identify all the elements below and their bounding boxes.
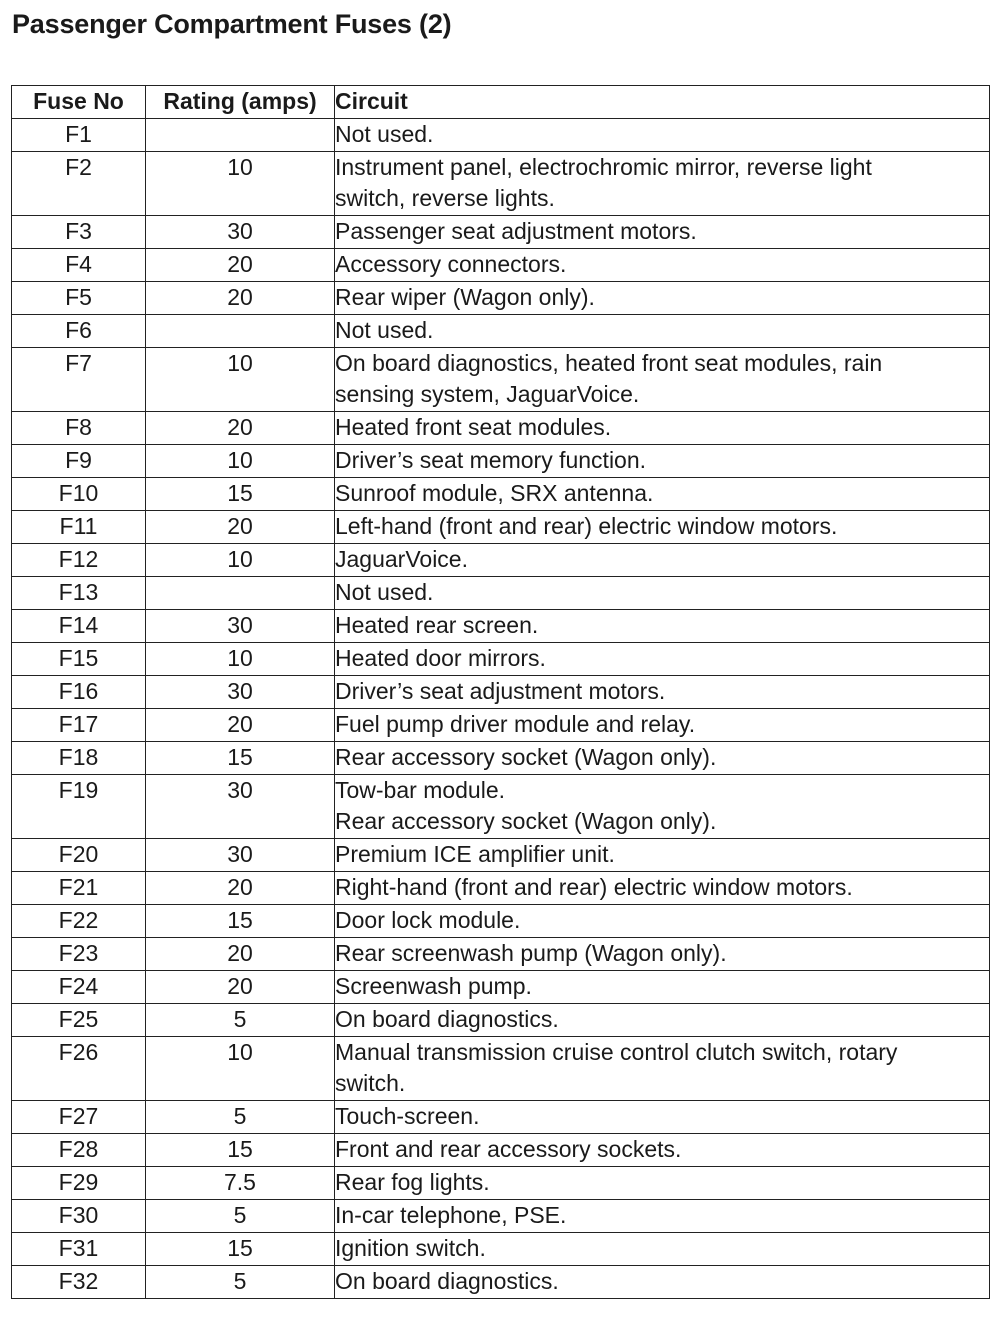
circuit-line: Heated door mirrors. xyxy=(335,645,546,671)
circuit-cell xyxy=(335,1233,990,1266)
table-row xyxy=(12,216,990,249)
rating-cell xyxy=(146,577,335,610)
page-title: Passenger Compartment Fuses (2) xyxy=(12,9,452,39)
table-row xyxy=(12,938,990,971)
fuse-table xyxy=(11,85,990,1299)
circuit-line: Rear accessory socket (Wagon only). xyxy=(335,807,717,834)
table-row xyxy=(12,1004,990,1037)
rating-cell: 10 xyxy=(146,1037,335,1101)
rating-cell: 20 xyxy=(146,709,335,742)
fuse-number-cell: F13 xyxy=(12,577,146,610)
circuit-cell xyxy=(335,216,990,249)
circuit-cell xyxy=(335,1266,990,1299)
table-row xyxy=(12,412,990,445)
circuit-cell xyxy=(335,905,990,938)
table-row xyxy=(12,839,990,872)
fuse-number-cell: F2 xyxy=(12,152,146,216)
fuse-number-cell: F28 xyxy=(12,1134,146,1167)
table-row xyxy=(12,1037,990,1101)
circuit-line: Passenger seat adjustment motors. xyxy=(335,218,697,244)
fuse-number-cell: F12 xyxy=(12,544,146,577)
table-row xyxy=(12,610,990,643)
circuit-line: Not used. xyxy=(335,579,434,605)
rating-cell: 30 xyxy=(146,839,335,872)
table-row xyxy=(12,1167,990,1200)
fuse-number-cell: F4 xyxy=(12,249,146,282)
table-row xyxy=(12,676,990,709)
circuit-line: In-car telephone, PSE. xyxy=(335,1202,567,1228)
rating-cell: 20 xyxy=(146,249,335,282)
table-row xyxy=(12,577,990,610)
circuit-line: Right-hand (front and rear) electric window motors. xyxy=(335,874,853,900)
circuit-cell xyxy=(335,1101,990,1134)
circuit-cell xyxy=(335,709,990,742)
table-row xyxy=(12,742,990,775)
circuit-line: Rear accessory socket (Wagon only). xyxy=(335,744,717,770)
circuit-line: Not used. xyxy=(335,317,434,343)
fuse-number-cell: F24 xyxy=(12,971,146,1004)
table-row xyxy=(12,348,990,412)
circuit-line: Front and rear accessory sockets. xyxy=(335,1136,682,1162)
fuse-number-cell: F7 xyxy=(12,348,146,412)
rating-cell: 20 xyxy=(146,971,335,1004)
rating-cell: 5 xyxy=(146,1200,335,1233)
table-row xyxy=(12,282,990,315)
table-row xyxy=(12,1200,990,1233)
rating-cell: 30 xyxy=(146,610,335,643)
fuse-number-cell: F6 xyxy=(12,315,146,348)
circuit-cell xyxy=(335,152,990,216)
rating-cell: 10 xyxy=(146,544,335,577)
circuit-cell xyxy=(335,511,990,544)
rating-cell: 30 xyxy=(146,216,335,249)
circuit-cell xyxy=(335,348,990,412)
circuit-line: switch. xyxy=(335,1069,406,1096)
rating-cell: 15 xyxy=(146,742,335,775)
circuit-line: On board diagnostics. xyxy=(335,1006,559,1032)
circuit-line: Premium ICE amplifier unit. xyxy=(335,841,615,867)
rating-cell: 20 xyxy=(146,938,335,971)
fuse-number-cell: F21 xyxy=(12,872,146,905)
circuit-cell xyxy=(335,839,990,872)
circuit-cell xyxy=(335,643,990,676)
table-row xyxy=(12,775,990,839)
table-row xyxy=(12,544,990,577)
circuit-cell xyxy=(335,544,990,577)
circuit-line: Heated rear screen. xyxy=(335,612,539,638)
circuit-cell xyxy=(335,742,990,775)
table-row xyxy=(12,709,990,742)
circuit-cell xyxy=(335,775,990,839)
fuse-number-cell: F3 xyxy=(12,216,146,249)
table-row xyxy=(12,445,990,478)
table-row xyxy=(12,872,990,905)
fuse-number-cell: F18 xyxy=(12,742,146,775)
table-row xyxy=(12,249,990,282)
table-row xyxy=(12,511,990,544)
circuit-cell xyxy=(335,1200,990,1233)
circuit-line: Rear fog lights. xyxy=(335,1169,490,1195)
fuse-number-cell: F11 xyxy=(12,511,146,544)
rating-cell: 15 xyxy=(146,905,335,938)
rating-cell: 5 xyxy=(146,1101,335,1134)
circuit-line: Fuel pump driver module and relay. xyxy=(335,711,696,737)
rating-cell: 15 xyxy=(146,1233,335,1266)
fuse-number-cell: F17 xyxy=(12,709,146,742)
circuit-cell xyxy=(335,872,990,905)
table-row xyxy=(12,1101,990,1134)
rating-cell: 30 xyxy=(146,775,335,839)
circuit-cell xyxy=(335,938,990,971)
circuit-line: Touch-screen. xyxy=(335,1103,480,1129)
circuit-cell xyxy=(335,1037,990,1101)
circuit-line: Left-hand (front and rear) electric window motors. xyxy=(335,513,838,539)
fuse-number-cell: F31 xyxy=(12,1233,146,1266)
header-fuse-no: Fuse No xyxy=(12,86,146,119)
fuse-number-cell: F23 xyxy=(12,938,146,971)
circuit-line: Rear wiper (Wagon only). xyxy=(335,284,595,310)
rating-cell: 20 xyxy=(146,511,335,544)
circuit-cell xyxy=(335,1004,990,1037)
rating-cell: 20 xyxy=(146,872,335,905)
table-header-row xyxy=(12,86,990,119)
rating-cell xyxy=(146,119,335,152)
header-rating: Rating (amps) xyxy=(146,86,335,119)
rating-cell: 30 xyxy=(146,676,335,709)
circuit-cell xyxy=(335,282,990,315)
circuit-cell xyxy=(335,610,990,643)
circuit-line: Sunroof module, SRX antenna. xyxy=(335,480,654,506)
circuit-cell xyxy=(335,315,990,348)
header-circuit: Circuit xyxy=(335,86,990,119)
table-row xyxy=(12,905,990,938)
circuit-line: Heated front seat modules. xyxy=(335,414,612,440)
fuse-number-cell: F19 xyxy=(12,775,146,839)
table-row xyxy=(12,971,990,1004)
circuit-line: Accessory connectors. xyxy=(335,251,567,277)
circuit-line: Manual transmission cruise control clutch switch, rotary xyxy=(335,1039,898,1065)
fuse-number-cell: F10 xyxy=(12,478,146,511)
rating-cell: 10 xyxy=(146,348,335,412)
fuse-number-cell: F29 xyxy=(12,1167,146,1200)
circuit-line: Instrument panel, electrochromic mirror, reverse light xyxy=(335,154,872,180)
rating-cell: 20 xyxy=(146,412,335,445)
fuse-number-cell: F27 xyxy=(12,1101,146,1134)
fuse-number-cell: F32 xyxy=(12,1266,146,1299)
circuit-cell xyxy=(335,577,990,610)
rating-cell: 5 xyxy=(146,1266,335,1299)
rating-cell: 10 xyxy=(146,445,335,478)
fuse-number-cell: F30 xyxy=(12,1200,146,1233)
rating-cell: 10 xyxy=(146,643,335,676)
fuse-number-cell: F26 xyxy=(12,1037,146,1101)
rating-cell: 15 xyxy=(146,1134,335,1167)
rating-cell: 7.5 xyxy=(146,1167,335,1200)
fuse-number-cell: F25 xyxy=(12,1004,146,1037)
circuit-cell xyxy=(335,445,990,478)
table-row xyxy=(12,315,990,348)
fuse-number-cell: F9 xyxy=(12,445,146,478)
table-row xyxy=(12,119,990,152)
circuit-cell xyxy=(335,1134,990,1167)
circuit-line: Driver’s seat memory function. xyxy=(335,447,647,473)
table-row xyxy=(12,152,990,216)
circuit-line: Tow-bar module. xyxy=(335,777,506,803)
table-row xyxy=(12,478,990,511)
circuit-line: Door lock module. xyxy=(335,907,521,933)
circuit-line: Not used. xyxy=(335,121,434,147)
circuit-line: Screenwash pump. xyxy=(335,973,532,999)
circuit-cell xyxy=(335,478,990,511)
circuit-line: Driver’s seat adjustment motors. xyxy=(335,678,666,704)
circuit-line: Rear screenwash pump (Wagon only). xyxy=(335,940,727,966)
fuse-number-cell: F14 xyxy=(12,610,146,643)
fuse-number-cell: F16 xyxy=(12,676,146,709)
rating-cell: 5 xyxy=(146,1004,335,1037)
fuse-number-cell: F1 xyxy=(12,119,146,152)
fuse-number-cell: F8 xyxy=(12,412,146,445)
circuit-cell xyxy=(335,971,990,1004)
table-row xyxy=(12,1134,990,1167)
circuit-cell xyxy=(335,1167,990,1200)
circuit-line: On board diagnostics, heated front seat modules, rain xyxy=(335,350,883,376)
table-row xyxy=(12,1266,990,1299)
circuit-line: switch, reverse lights. xyxy=(335,184,555,211)
rating-cell xyxy=(146,315,335,348)
fuse-number-cell: F15 xyxy=(12,643,146,676)
circuit-cell xyxy=(335,249,990,282)
circuit-line: On board diagnostics. xyxy=(335,1268,559,1294)
rating-cell: 15 xyxy=(146,478,335,511)
circuit-cell xyxy=(335,119,990,152)
table-row xyxy=(12,1233,990,1266)
table-row xyxy=(12,643,990,676)
circuit-cell xyxy=(335,676,990,709)
circuit-cell xyxy=(335,412,990,445)
fuse-number-cell: F5 xyxy=(12,282,146,315)
rating-cell: 10 xyxy=(146,152,335,216)
circuit-line: JaguarVoice. xyxy=(335,546,468,572)
circuit-line: Ignition switch. xyxy=(335,1235,486,1261)
circuit-line: sensing system, JaguarVoice. xyxy=(335,380,640,407)
fuse-number-cell: F20 xyxy=(12,839,146,872)
fuse-number-cell: F22 xyxy=(12,905,146,938)
rating-cell: 20 xyxy=(146,282,335,315)
